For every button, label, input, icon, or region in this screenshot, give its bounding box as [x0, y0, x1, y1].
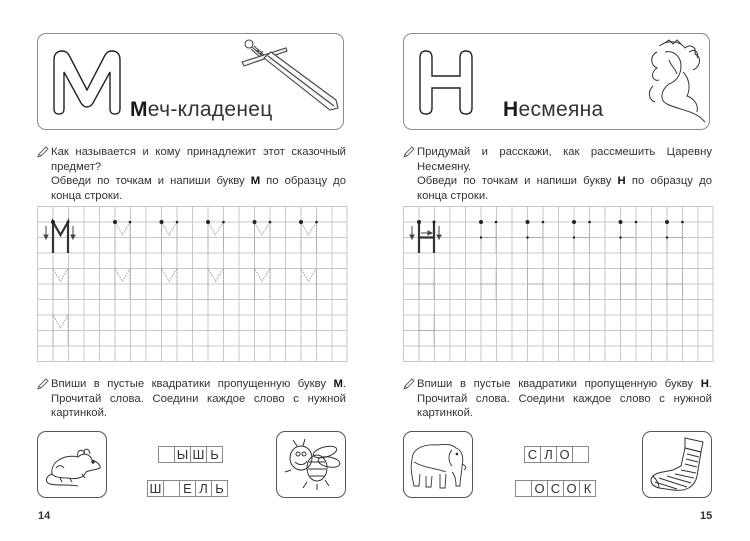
word-cell: Ш	[147, 480, 164, 497]
task-1-instruction	[417, 145, 712, 203]
header-word-mech-kladenets: Меч-кладенец	[130, 98, 273, 121]
word-cell: О	[563, 480, 580, 497]
pencil-icon	[403, 146, 415, 158]
pencil-icon	[37, 378, 49, 390]
word-cell: Ь	[211, 480, 228, 497]
word-cell: Ш	[190, 446, 207, 463]
word-cell-empty[interactable]	[163, 480, 180, 497]
word-cell-empty[interactable]	[572, 446, 589, 463]
picture-bee[interactable]	[276, 431, 346, 498]
page-number-14: 14	[38, 510, 51, 522]
header-box-n	[403, 33, 710, 130]
word-row-nosok	[515, 480, 596, 497]
task-1-trace-instruction: Обведи по точкам и напиши букву М по образцу до конца строки.	[51, 175, 346, 202]
princess-icon	[639, 38, 709, 126]
header-box-m	[37, 33, 344, 130]
word-cell: С	[524, 446, 541, 463]
task-1-question: Придумай и расскажи, как рассмешить Царевну Несмеяну.	[417, 146, 712, 173]
word-cell: О	[531, 480, 548, 497]
word-cell: Е	[179, 480, 196, 497]
word-cell: С	[547, 480, 564, 497]
tracing-grid-m[interactable]	[37, 206, 348, 363]
outline-letter-n-icon	[417, 48, 475, 120]
word-cell: Л	[540, 446, 557, 463]
task-1-instruction	[51, 145, 346, 203]
sword-icon	[238, 36, 343, 116]
outline-letter-m-icon	[51, 48, 123, 120]
task-2-instruction: Впиши в пустые квадратики пропущенную букву Н. Прочитай слова. Соедини каждое слово с нужной картинкой.	[417, 377, 712, 421]
page-15	[375, 0, 750, 541]
word-row-mysh	[158, 446, 223, 463]
page-number-15: 15	[700, 510, 713, 522]
pencil-icon	[37, 146, 49, 158]
sock-icon	[643, 432, 712, 498]
word-cell: Л	[195, 480, 212, 497]
pencil-icon	[403, 378, 415, 390]
picture-elephant[interactable]	[403, 431, 473, 498]
task-1-trace-instruction: Обведи по точкам и напиши букву Н по образцу до конца строки.	[417, 175, 712, 202]
task-1-question: Как называется и кому принадлежит этот сказочный предмет?	[51, 146, 346, 173]
bee-icon	[277, 432, 346, 498]
word-cell-empty[interactable]	[158, 446, 175, 463]
mouse-icon	[38, 432, 107, 498]
header-word-nesmeyana: Несмеяна	[503, 98, 604, 121]
word-cell: О	[556, 446, 573, 463]
word-cell: Ы	[174, 446, 191, 463]
word-cell-empty[interactable]	[515, 480, 532, 497]
word-cell: К	[579, 480, 596, 497]
word-row-shmel	[147, 480, 228, 497]
word-row-slon	[524, 446, 589, 463]
picture-sock[interactable]	[642, 431, 712, 498]
word-cell: Ь	[206, 446, 223, 463]
tracing-grid-n[interactable]	[403, 206, 714, 363]
task-2-instruction: Впиши в пустые квадратики пропущенную букву М. Прочитай слова. Соедини каждое слово с нужной картинкой.	[51, 377, 346, 421]
elephant-icon	[404, 432, 473, 498]
picture-mouse[interactable]	[37, 431, 107, 498]
